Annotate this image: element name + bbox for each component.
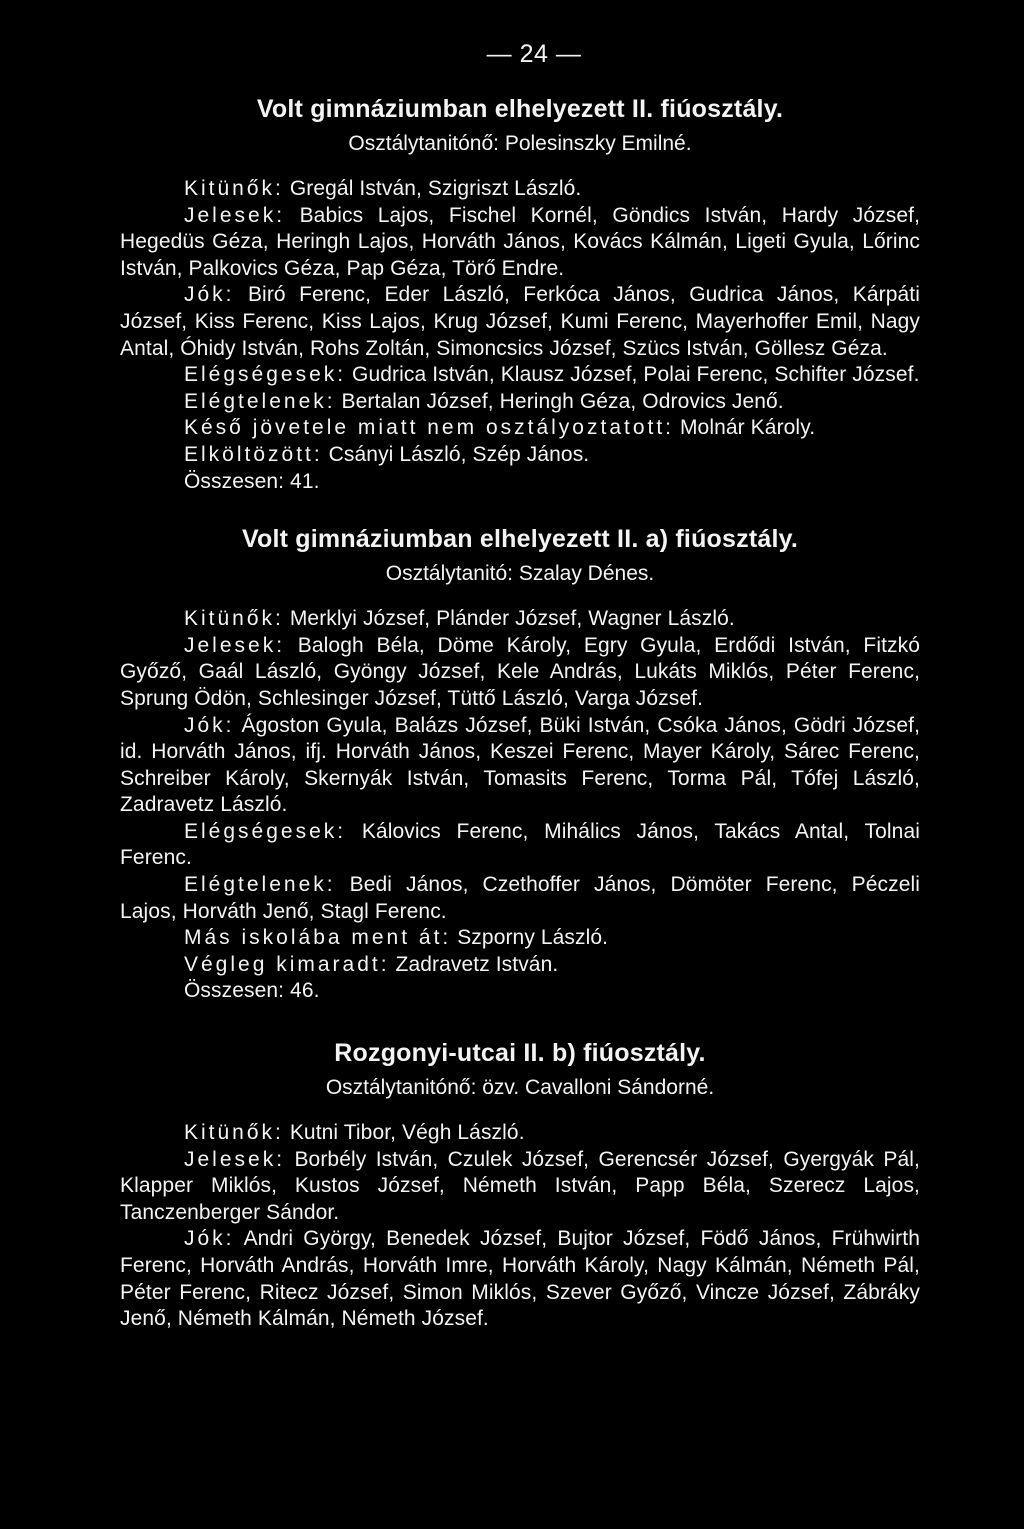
- student-names: Balogh Béla, Döme Károly, Egry Gyula, Erdődi István, Fitzkó Győző, Gaál László, Gyöngy József, Kele András, Lukáts Miklós, Péter Ferenc, Sprung Ödön, Schlesinger József, Tüttő László, Varga József.: [120, 633, 921, 710]
- grade-label: Kitünők:: [184, 1121, 284, 1145]
- grade-label: Jók:: [184, 713, 235, 737]
- student-names: Csányi László, Szép János.: [328, 442, 590, 466]
- grade-group-very-good: [120, 203, 920, 283]
- student-names: Biró Ferenc, Eder László, Ferkóca János, Gudrica János, Kárpáti József, Kiss Ferenc, Kiss Lajos, Krug József, Kumi Ferenc, Mayerhoffer Emil, Nagy Antal, Óhidy István, Rohs Zoltán, Simoncsics József, Szücs István, Göllesz Géza.: [120, 283, 920, 360]
- grade-group-late-arrival: [120, 415, 920, 442]
- page-number: — 24 —: [486, 40, 582, 68]
- grade-group-very-good: [120, 1147, 920, 1227]
- class-section: [120, 525, 920, 1005]
- grade-label: Jelesek:: [184, 1147, 286, 1171]
- class-total: [120, 469, 920, 496]
- grade-group-very-good: [120, 633, 920, 713]
- grade-label: Jók:: [184, 1227, 235, 1251]
- grade-group-excellent: [120, 606, 920, 633]
- section-title: Rozgonyi-utcai II. b) fiúosztály.: [334, 1039, 706, 1068]
- student-names: Molnár Károly.: [679, 416, 816, 440]
- grade-label: Kitünők:: [184, 607, 284, 631]
- student-names: Zadravetz István.: [395, 952, 559, 976]
- student-names: Bedi János, Czethoffer János, Dömöter Ferenc, Péczeli Lajos, Horváth Jenő, Stagl Ferenc.: [120, 873, 921, 923]
- class-teacher: Osztálytanitó: Szalay Dénes.: [385, 562, 655, 586]
- grade-group-excellent: [120, 1120, 920, 1147]
- grade-label: Végleg kimaradt:: [184, 952, 390, 976]
- grade-group-sufficient: [120, 819, 920, 872]
- grade-group-good: [120, 1226, 920, 1332]
- grade-label: Más iskolába ment át:: [184, 926, 452, 950]
- class-section: [120, 1039, 920, 1333]
- document-page: [120, 40, 920, 1333]
- grade-label: Jelesek:: [184, 203, 286, 227]
- grade-label: Elégtelenek:: [184, 389, 336, 413]
- grade-label: Késő jövetele miatt nem osztályoztatott:: [184, 416, 675, 440]
- class-teacher: Osztálytanitónő: Polesinszky Emilné.: [348, 132, 692, 155]
- student-names: Ágoston Gyula, Balázs József, Büki István, Csóka János, Gödri József, id. Horváth János, ifj. Horváth János, Keszei Ferenc, Mayer Károly, Sárec Ferenc, Schreiber Károly, Skernyák István, Tomasits Ferenc, Torma Pál, Tófej László, Zadravetz László.: [120, 713, 920, 817]
- student-names: Gudrica István, Klausz József, Polai Ferenc, Schifter József.: [352, 363, 920, 387]
- student-names: Andri György, Benedek József, Bujtor József, Födő János, Frühwirth Ferenc, Horváth András, Horváth Imre, Horváth Károly, Nagy Kálmán, Németh Pál, Péter Ferenc, Ritecz József, Simon Miklós, Szever Győző, Vincze József, Zábráky Jenő, Németh Kálmán, Németh József.: [120, 1227, 920, 1331]
- grade-group-dropped-out: [120, 952, 920, 979]
- total-text: Összesen: 41.: [184, 469, 320, 493]
- grade-label: Kitünők:: [184, 177, 284, 200]
- total-text: Összesen: 46.: [184, 979, 320, 1003]
- grade-label: Elköltözött:: [184, 442, 323, 466]
- grade-label: Elégségesek:: [184, 819, 347, 843]
- grade-group-transferred: [120, 925, 920, 952]
- grade-label: Jók:: [184, 283, 235, 307]
- section-title: Volt gimnáziumban elhelyezett II. fiúosztály.: [256, 95, 784, 123]
- class-teacher: Osztálytanitónő: özv. Cavalloni Sándorné.: [325, 1076, 715, 1100]
- student-names: Kutni Tibor, Végh László.: [289, 1121, 525, 1145]
- student-names: Babics Lajos, Fischel Kornél, Göndics István, Hardy József, Hegedüs Géza, Heringh Lajos, Horváth János, Kovács Kálmán, Ligeti Gyula, Lőrinc István, Palkovics Géza, Pap Géza, Törő Endre.: [120, 203, 921, 280]
- student-names: Bertalan József, Heringh Géza, Odrovics Jenő.: [341, 389, 784, 413]
- grade-group-moved-away: [120, 442, 920, 469]
- section-title: Volt gimnáziumban elhelyezett II. a) fiúosztály.: [242, 525, 798, 554]
- student-names: Kálovics Ferenc, Mihálics János, Takács Antal, Tolnai Ferenc.: [120, 819, 920, 870]
- grade-label: Jelesek:: [184, 633, 286, 657]
- class-section: [120, 95, 920, 495]
- grade-group-good: [120, 713, 920, 819]
- student-names: Szporny László.: [457, 926, 609, 950]
- grade-group-insufficient: [120, 872, 920, 925]
- grade-group-sufficient: [120, 362, 920, 389]
- student-names: Merklyi József, Plánder József, Wagner László.: [289, 607, 735, 631]
- student-names: Gregál István, Szigriszt László.: [289, 177, 582, 200]
- grade-group-insufficient: [120, 389, 920, 416]
- grade-label: Elégtelenek:: [184, 873, 336, 897]
- grade-label: Elégségesek:: [184, 363, 347, 387]
- class-total: [120, 978, 920, 1005]
- student-names: Borbély István, Czulek József, Gerencsér József, Gyergyák Pál, Klapper Miklós, Kustos József, Németh István, Papp Béla, Szerecz Lajos, Tanczenberger Sándor.: [120, 1147, 920, 1224]
- grade-group-excellent: [120, 176, 920, 203]
- grade-group-good: [120, 282, 920, 362]
